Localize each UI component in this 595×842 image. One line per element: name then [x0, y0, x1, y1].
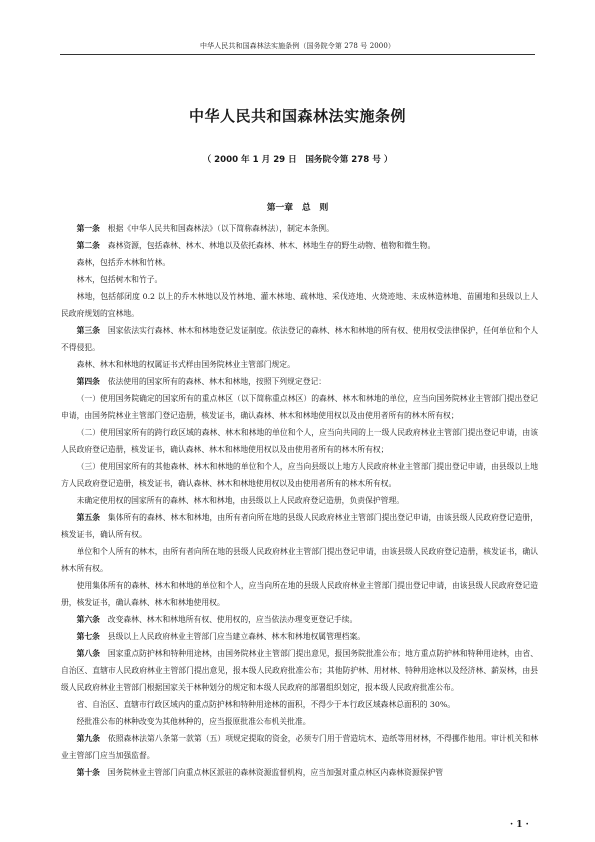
- paragraph: [61, 764, 538, 781]
- paragraph-text: 未确定使用权的国家所有的森林、林木和林地，由县级以上人民政府登记造册，负责保护管理。: [76, 496, 405, 505]
- paragraph: [61, 390, 538, 424]
- paragraph-text: 集体所有的森林、林木和林地，由所有者向所在地的县级人民政府林业主管部门提出登记申请，由该县级人民政府登记造册，核发证书，确认所有权。: [61, 513, 539, 539]
- article-label: 第十条: [76, 768, 100, 777]
- document-title: 中华人民共和国森林法实施条例: [188, 107, 406, 125]
- page-number: · 1 ·: [510, 820, 529, 830]
- paragraph-text: 依法使用的国家所有的森林、林木和林地，按照下列规定登记：: [99, 377, 327, 386]
- paragraph: [61, 509, 538, 543]
- paragraph-text: 国务院林业主管部门向重点林区派驻的森林资源监督机构，应当加强对重点林区内森林资源保护管: [99, 768, 444, 777]
- paragraph: [61, 288, 538, 322]
- paragraph-text: 经批准公布的林种改变为其他林种的，应当报原批准公布机关批准。: [76, 717, 311, 726]
- article-label: 第九条: [76, 734, 101, 743]
- paragraph: [61, 628, 538, 645]
- article-label: 第五条: [76, 513, 101, 522]
- decree-info: （ 2000 年 1 月 29 日 国务院令第 278 号 ）: [202, 155, 393, 165]
- chapter-heading: 第一章 总 则: [266, 203, 329, 213]
- paragraph-text: 单位和个人所有的林木，由所有者向所在地的县级人民政府林业主管部门提出登记申请，由该县级人民政府登记造册，核发证书，确认林木所有权。: [61, 547, 538, 573]
- running-header: 中华人民共和国森林法实施条例（国务院令第 278 号 2000）: [199, 42, 396, 50]
- paragraph-text: 根据《中华人民共和国森林法》（以下简称森林法），制定本条例。: [99, 224, 334, 233]
- paragraph: [61, 611, 538, 628]
- paragraph: [61, 543, 538, 577]
- paragraph-text: 国家依法实行森林、林木和林地登记发证制度。依法登记的森林、林木和林地的所有权、使用权受法律保护，任何单位和个人不得侵犯。: [61, 326, 539, 352]
- paragraph-text: 国家重点防护林和特种用途林，由国务院林业主管部门提出意见，报国务院批准公布；地方重点防护林和特种用途林，由省、自治区、直辖市人民政府林业主管部门提出意见，报本级人民政府批准公布；其他防护林、用材林、特种用途林以及经济林、薪炭林，由县级人民政府林业主管部门根据国家关于林种划分的规定和本级人民政府的部署组织划定，报本级人民政府批准公布。: [61, 649, 539, 692]
- article-label: 第六条: [76, 615, 100, 624]
- article-label: 第二条: [76, 241, 100, 250]
- paragraph-text: 森林资源，包括森林、林木、林地以及依托森林、林木、林地生存的野生动物、植物和微生物。: [99, 241, 436, 250]
- paragraph: [61, 492, 538, 509]
- paragraph: [61, 271, 538, 288]
- paragraph: [61, 696, 538, 713]
- paragraph: [61, 322, 538, 356]
- paragraph: [61, 458, 538, 492]
- paragraph-text: 森林，包括乔木林和竹林。: [76, 258, 171, 267]
- paragraph-text: 省、自治区、直辖市行政区域内的重点防护林和特种用途林的面积，不得少于本行政区域森林总面积的 30%。: [76, 700, 456, 709]
- article-label: 第七条: [76, 632, 100, 641]
- paragraph: [61, 730, 538, 764]
- paragraph: [61, 713, 538, 730]
- paragraph: [61, 237, 538, 254]
- paragraph-text: 改变森林、林木和林地所有权、使用权的，应当依法办理变更登记手续。: [99, 615, 358, 624]
- header-divider: [60, 54, 535, 55]
- article-label: 第四条: [76, 377, 100, 386]
- paragraph: [61, 254, 538, 271]
- article-label: 第一条: [76, 224, 100, 233]
- paragraph: [61, 577, 538, 611]
- paragraph-text: 林木，包括树木和竹子。: [76, 275, 163, 284]
- paragraph-text: 使用集体所有的森林、林木和林地的单位和个人，应当向所在地的县级人民政府林业主管部门提出登记申请，由该县级人民政府登记造册，核发证书，确认森林、林木和林地使用权。: [61, 581, 538, 607]
- paragraph-text: （一）使用国务院确定的国家所有的重点林区（以下简称重点林区）的森林、林木和林地的单位，应当向国务院林业主管部门提出登记申请，由国务院林业主管部门登记造册，核发证书，确认森林、林木和林地使用权以及由使用者所有的林木所有权；: [61, 394, 538, 420]
- paragraph-text: 林地，包括郁闭度 0.2 以上的乔木林地以及竹林地、灌木林地、疏林地、采伐迹地、火烧迹地、未成林造林地、苗圃地和县级以上人民政府规划的宜林地。: [61, 292, 538, 318]
- paragraph: [61, 356, 538, 373]
- paragraph-text: 县级以上人民政府林业主管部门应当建立森林、林木和林地权属管理档案。: [99, 632, 366, 641]
- paragraph: [61, 424, 538, 458]
- paragraph-text: （二）使用国家所有的跨行政区域的森林、林木和林地的单位和个人，应当向共同的上一级人民政府林业主管部门提出登记申请，由该人民政府登记造册，核发证书，确认森林、林木和林地使用权以及由使用者所有的林木所有权；: [61, 428, 538, 454]
- paragraph: [61, 373, 538, 390]
- paragraph: [61, 220, 538, 237]
- paragraph: [61, 645, 538, 696]
- paragraph-text: （三）使用国家所有的其他森林、林木和林地的单位和个人，应当向县级以上地方人民政府林业主管部门提出登记申请，由县级以上地方人民政府登记造册，核发证书，确认森林、林木和林地使用权以及由使用者所有的林木所有权。: [61, 462, 538, 488]
- paragraph-text: 依照森林法第八条第一款第（五）项规定提取的资金，必须专门用于营造坑木、造纸等用材林，不得挪作他用。审计机关和林业主管部门应当加强监督。: [61, 734, 539, 760]
- article-label: 第八条: [76, 649, 101, 658]
- document-body: [61, 220, 538, 781]
- article-label: 第三条: [76, 326, 101, 335]
- paragraph-text: 森林、林木和林地的权属证书式样由国务院林业主管部门规定。: [76, 360, 295, 369]
